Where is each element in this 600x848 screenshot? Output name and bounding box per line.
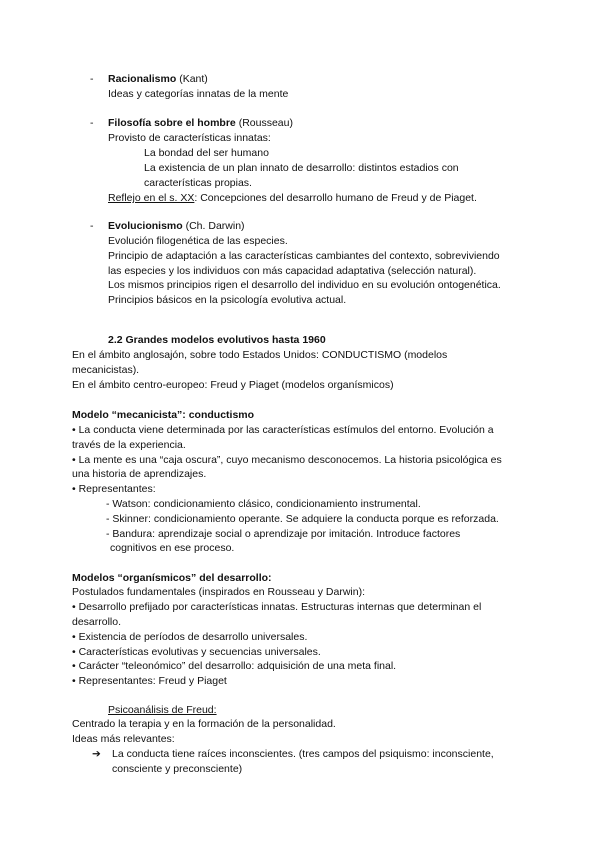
- organismicos-heading: Modelos “organísmicos” del desarrollo:: [72, 572, 272, 584]
- freud-heading: Psicoanálisis de Freud:: [108, 704, 217, 716]
- mecanicista-b2b: una historia de aprendizajes.: [72, 468, 207, 480]
- mecanicista-r2: - Skinner: condicionamiento operante. Se adquiere la conducta porque es reforzada.: [106, 513, 499, 525]
- freud-a2: consciente y preconsciente): [112, 763, 243, 775]
- filosofia-author: (Rousseau): [235, 117, 293, 129]
- organismicos-l1: Postulados fundamentales (inspirados en Rousseau y Darwin):: [72, 586, 365, 598]
- filosofia-heading: [108, 116, 293, 131]
- filosofia-sub1: La bondad del ser humano: [144, 147, 269, 159]
- mecanicista-heading: Modelo “mecanicista”: conductismo: [72, 409, 255, 421]
- racionalismo-bullet: -: [90, 73, 94, 85]
- organismicos-b3: • Características evolutivas y secuencias universales.: [72, 646, 321, 658]
- mecanicista-r1: - Watson: condicionamiento clásico, condicionamiento instrumental.: [106, 498, 421, 510]
- mecanicista-r3b: cognitivos en ese proceso.: [110, 542, 235, 554]
- mecanicista-b1b: través de la experiencia.: [72, 439, 186, 451]
- reflejo-text: : Concepciones del desarrollo humano de Freud y de Piaget.: [194, 192, 477, 204]
- evolucionismo-l2: Principio de adaptación a las características cambiantes del contexto, sobreviviendo: [108, 250, 500, 262]
- organismicos-b2: • Existencia de períodos de desarrollo universales.: [72, 631, 308, 643]
- evolucionismo-heading: [108, 219, 245, 234]
- organismicos-b5: • Representantes: Freud y Piaget: [72, 675, 227, 687]
- filosofia-text: Provisto de características innatas:: [108, 132, 271, 144]
- evolucionismo-l3: las especies y los individuos con más capacidad adaptativa (selección natural).: [108, 265, 477, 277]
- evolucionismo-l1: Evolución filogenética de las especies.: [108, 235, 288, 247]
- evolucionismo-l5: Principios básicos en la psicología evolutiva actual.: [108, 294, 347, 306]
- filosofia-reflejo: [108, 191, 477, 206]
- reflejo-label: Reflejo en el s. XX: [108, 192, 195, 204]
- freud-l1: Centrado la terapia y en la formación de la personalidad.: [72, 718, 336, 730]
- evolucionismo-bullet: -: [90, 220, 94, 232]
- mecanicista-r3a: - Bandura: aprendizaje social o aprendizaje por imitación. Introduce factores: [106, 528, 461, 540]
- section-22-l3: En el ámbito centro-europeo: Freud y Piaget (modelos organísmicos): [72, 379, 394, 391]
- filosofia-sub3: características propias.: [144, 177, 252, 189]
- evolucionismo-l4: Los mismos principios rigen el desarrollo del individuo en su evolución ontogenética.: [108, 279, 501, 291]
- organismicos-b1b: desarrollo.: [72, 616, 122, 628]
- filosofia-sub2: La existencia de un plan innato de desarrollo: distintos estadios con: [144, 162, 459, 174]
- filosofia-bullet: -: [90, 117, 94, 129]
- racionalismo-title: Racionalismo: [108, 73, 177, 85]
- mecanicista-b2a: • La mente es una “caja oscura”, cuyo mecanismo desconocemos. La historia psicológica es: [72, 454, 502, 466]
- racionalismo-heading: [108, 72, 208, 87]
- section-22-l1: En el ámbito anglosajón, sobre todo Estados Unidos: CONDUCTISMO (modelos: [72, 349, 448, 361]
- racionalismo-text: Ideas y categorías innatas de la mente: [108, 88, 289, 100]
- evolucionismo-author: (Ch. Darwin): [182, 220, 245, 232]
- filosofia-title: Filosofía sobre el hombre: [108, 117, 236, 129]
- evolucionismo-title: Evolucionismo: [108, 220, 183, 232]
- freud-l2: Ideas más relevantes:: [72, 733, 175, 745]
- section-22-heading: 2.2 Grandes modelos evolutivos hasta 1960: [108, 334, 326, 346]
- section-22-l2: mecanicistas).: [72, 364, 140, 376]
- organismicos-b4: • Carácter “teleonómico” del desarrollo: adquisición de una meta final.: [72, 660, 397, 672]
- freud-a1: La conducta tiene raíces inconscientes. (tres campos del psiquismo: inconsciente,: [112, 748, 494, 760]
- racionalismo-author: (Kant): [176, 73, 208, 85]
- mecanicista-b1a: • La conducta viene determinada por las características estímulos del entorno. Evolución a: [72, 424, 494, 436]
- organismicos-b1a: • Desarrollo prefijado por características innatas. Estructuras internas que determinan el: [72, 601, 482, 613]
- mecanicista-b3: • Representantes:: [72, 483, 156, 495]
- arrow-icon: ➔: [92, 748, 101, 760]
